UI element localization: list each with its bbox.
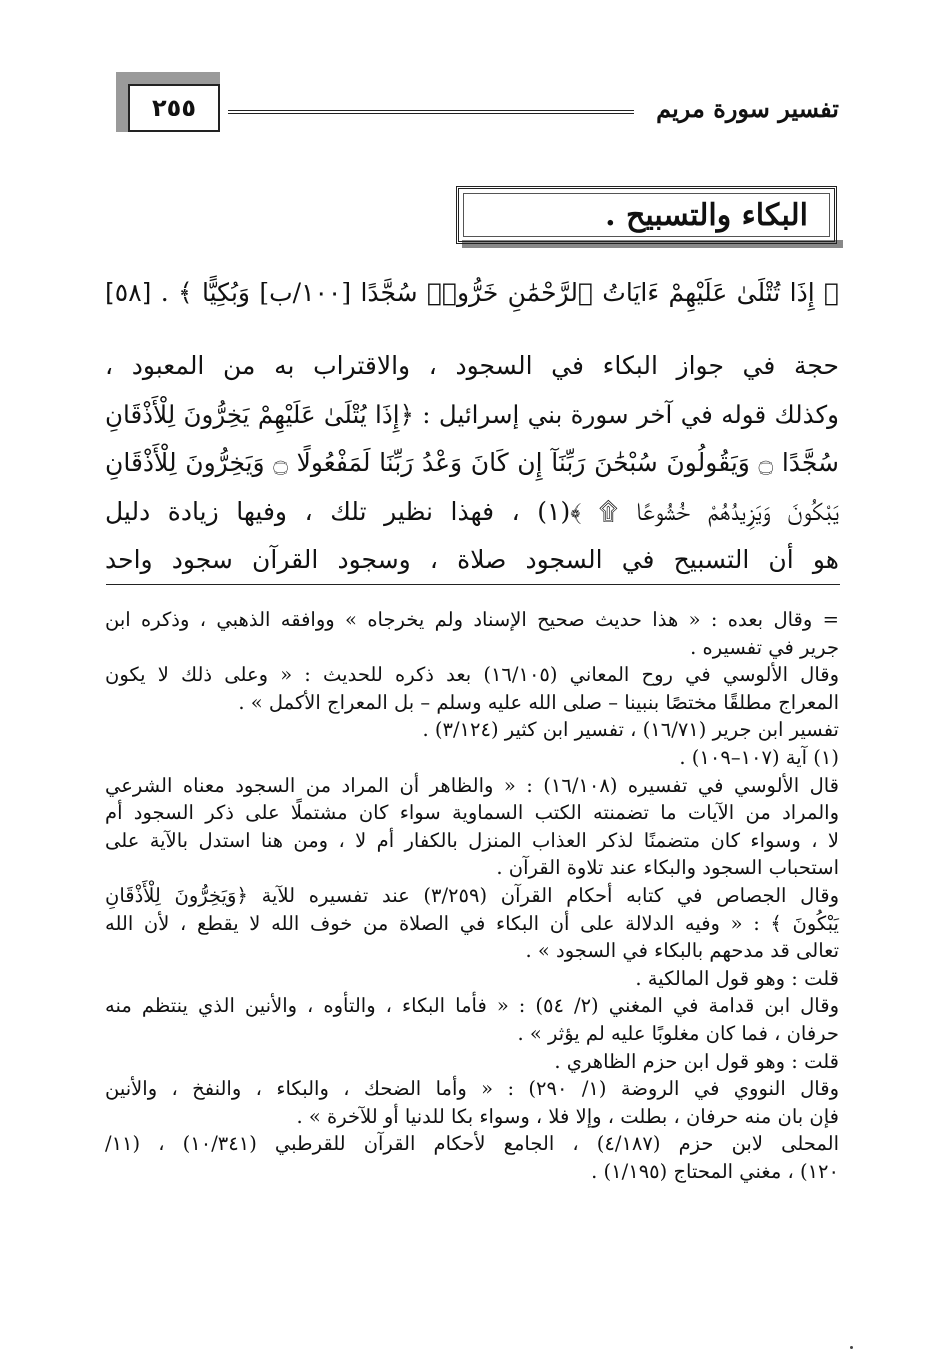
scan-speck: [850, 1346, 853, 1349]
footnote-separator: [106, 584, 840, 585]
footnote-line: تعالى قد مدحهم بالبكاء في السجود » .: [525, 939, 839, 963]
footnote-line: تفسير ابن جرير (١٦/٧١) ، تفسير ابن كثير (٣/١٢٤) .: [422, 718, 839, 742]
footnote-line: يَبْكُونَ ﴾ : « وفيه الدلالة على أن البكاء في الصلاة من خوف الله لا يقطع ، لأن الله: [105, 911, 839, 935]
page-number-frame: [116, 72, 220, 132]
footnote-line: قلت : وهو قول المالكية .: [635, 966, 839, 990]
section-heading: البكاء والتسبيح .: [605, 197, 808, 233]
footnote-line: وقال النووي في الروضة (١/ ٢٩٠) : « وأما الضحك ، والبكاء ، والنفخ ، والأنين: [105, 1077, 839, 1101]
footnotes: [105, 606, 839, 1185]
footnote-line: جرير في تفسيره .: [690, 635, 839, 659]
main-line: وكذلك قوله في آخر سورة بني إسرائيل : ﴿إِذَا يُتْلَىٰ عَلَيْهِمْ يَخِرُّونَ لِلْأَذْقَانِ: [105, 399, 839, 429]
main-line: يَبْكُونَ وَيَزِيدُهُمْ خُشُوعًا ۩ ﴾(١) ، فهذا نظير تلك ، وفيها زيادة دليل: [105, 496, 840, 526]
main-line: سُجَّدًا ۝ وَيَقُولُونَ سُبْحَٰنَ رَبِّنَآ إِن كَانَ وَعْدُ رَبِّنَا لَمَفْعُولًا ۝ وَيَخِرُّونَ لِلْأَذْقَانِ: [105, 448, 839, 477]
footnote-line: لا ، وسواء كان متضمنًا لذكر العذاب المنزل بالكفار أم لا ، ومن هنا استدل بالآية على: [105, 828, 839, 852]
footnote-line: وقال الألوسي في روح المعاني (١٦/١٠٥) بعد ذكره للحديث : « وعلى ذلك لا يكون: [105, 663, 839, 687]
verse-line: [105, 278, 839, 307]
main-line: هو أن التسبيح في السجود صلاة ، وسجود القرآن سجود واحد: [105, 545, 839, 574]
footnote-line: والمراد من الآيات ما تضمنته الكتب السماوية سواء كان مشتملًا على ذكر السجود أم: [105, 801, 839, 825]
header-rule: [228, 110, 634, 114]
running-title: تفسير سورة مريم: [656, 94, 839, 123]
main-paragraph: [105, 342, 839, 585]
page-number: ٢٥٥: [128, 84, 220, 132]
section-heading-box: [456, 186, 837, 244]
footnote-line: قال الألوسي في تفسيره (١٦/١٠٨) : « والظاهر أن المراد من السجود معناه الشرعي: [105, 773, 839, 797]
footnote-line: استحباب السجود والبكاء عند تلاوة القرآن .: [496, 856, 839, 880]
verse-text: ﴿ إِذَا تُتْلَىٰ عَلَيْهِمْ ءَايَاتُ ٱلرَّحْمَٰنِ خَرُّوا۟ سُجَّدًا [١٠٠/ب] وَبُكِيًّا ﴾ .: [160, 278, 839, 307]
footnote-line: المحلى لابن حزم (٤/١٨٧) ، الجامع لأحكام القرآن للقرطبي (١٠/٣٤١) ، (١١/: [105, 1132, 839, 1156]
footnote-line: = وقال بعده : « هذا حديث صحيح الإسناد ولم يخرجاه » ووافقه الذهبي ، وذكره ابن: [105, 608, 839, 631]
footnote-line: المعراج مطلقًا مختصًا بنبينا – صلى الله عليه وسلم – بل المعراج الأكمل » .: [238, 690, 839, 714]
footnote-line: وقال ابن قدامة في المغني (٢/ ٥٤) : « فأما البكاء ، والتأوه ، والأنين الذي ينتظم منه: [105, 994, 839, 1018]
footnote-line: وقال الجصاص في كتابه أحكام القرآن (٣/٢٥٩) عند تفسيره للآية ﴿وَيَخِرُّونَ لِلْأَذْقَانِ: [105, 883, 839, 907]
footnote-line: فإن بان منه حرفان ، بطلت ، وإلا فلا ، وسواء بكا للدنيا أو للآخرة » .: [296, 1104, 839, 1128]
main-line: حجة في جواز البكاء في السجود ، والاقتراب به من المعبود ،: [105, 351, 839, 380]
verse-number: [٥٨]: [105, 278, 152, 307]
footnote-line: حرفان ، فما كان مغلوبًا عليه لم يؤثر » .: [517, 1021, 839, 1045]
footnote-line: ١٢٠) ، مغني المحتاج (١/١٩٥) .: [591, 1159, 839, 1183]
footnote-number-line: (١) آية (١٠٧–١٠٩) .: [679, 745, 839, 769]
footnote-line: قلت : وهو قول ابن حزم الظاهري .: [554, 1049, 839, 1073]
